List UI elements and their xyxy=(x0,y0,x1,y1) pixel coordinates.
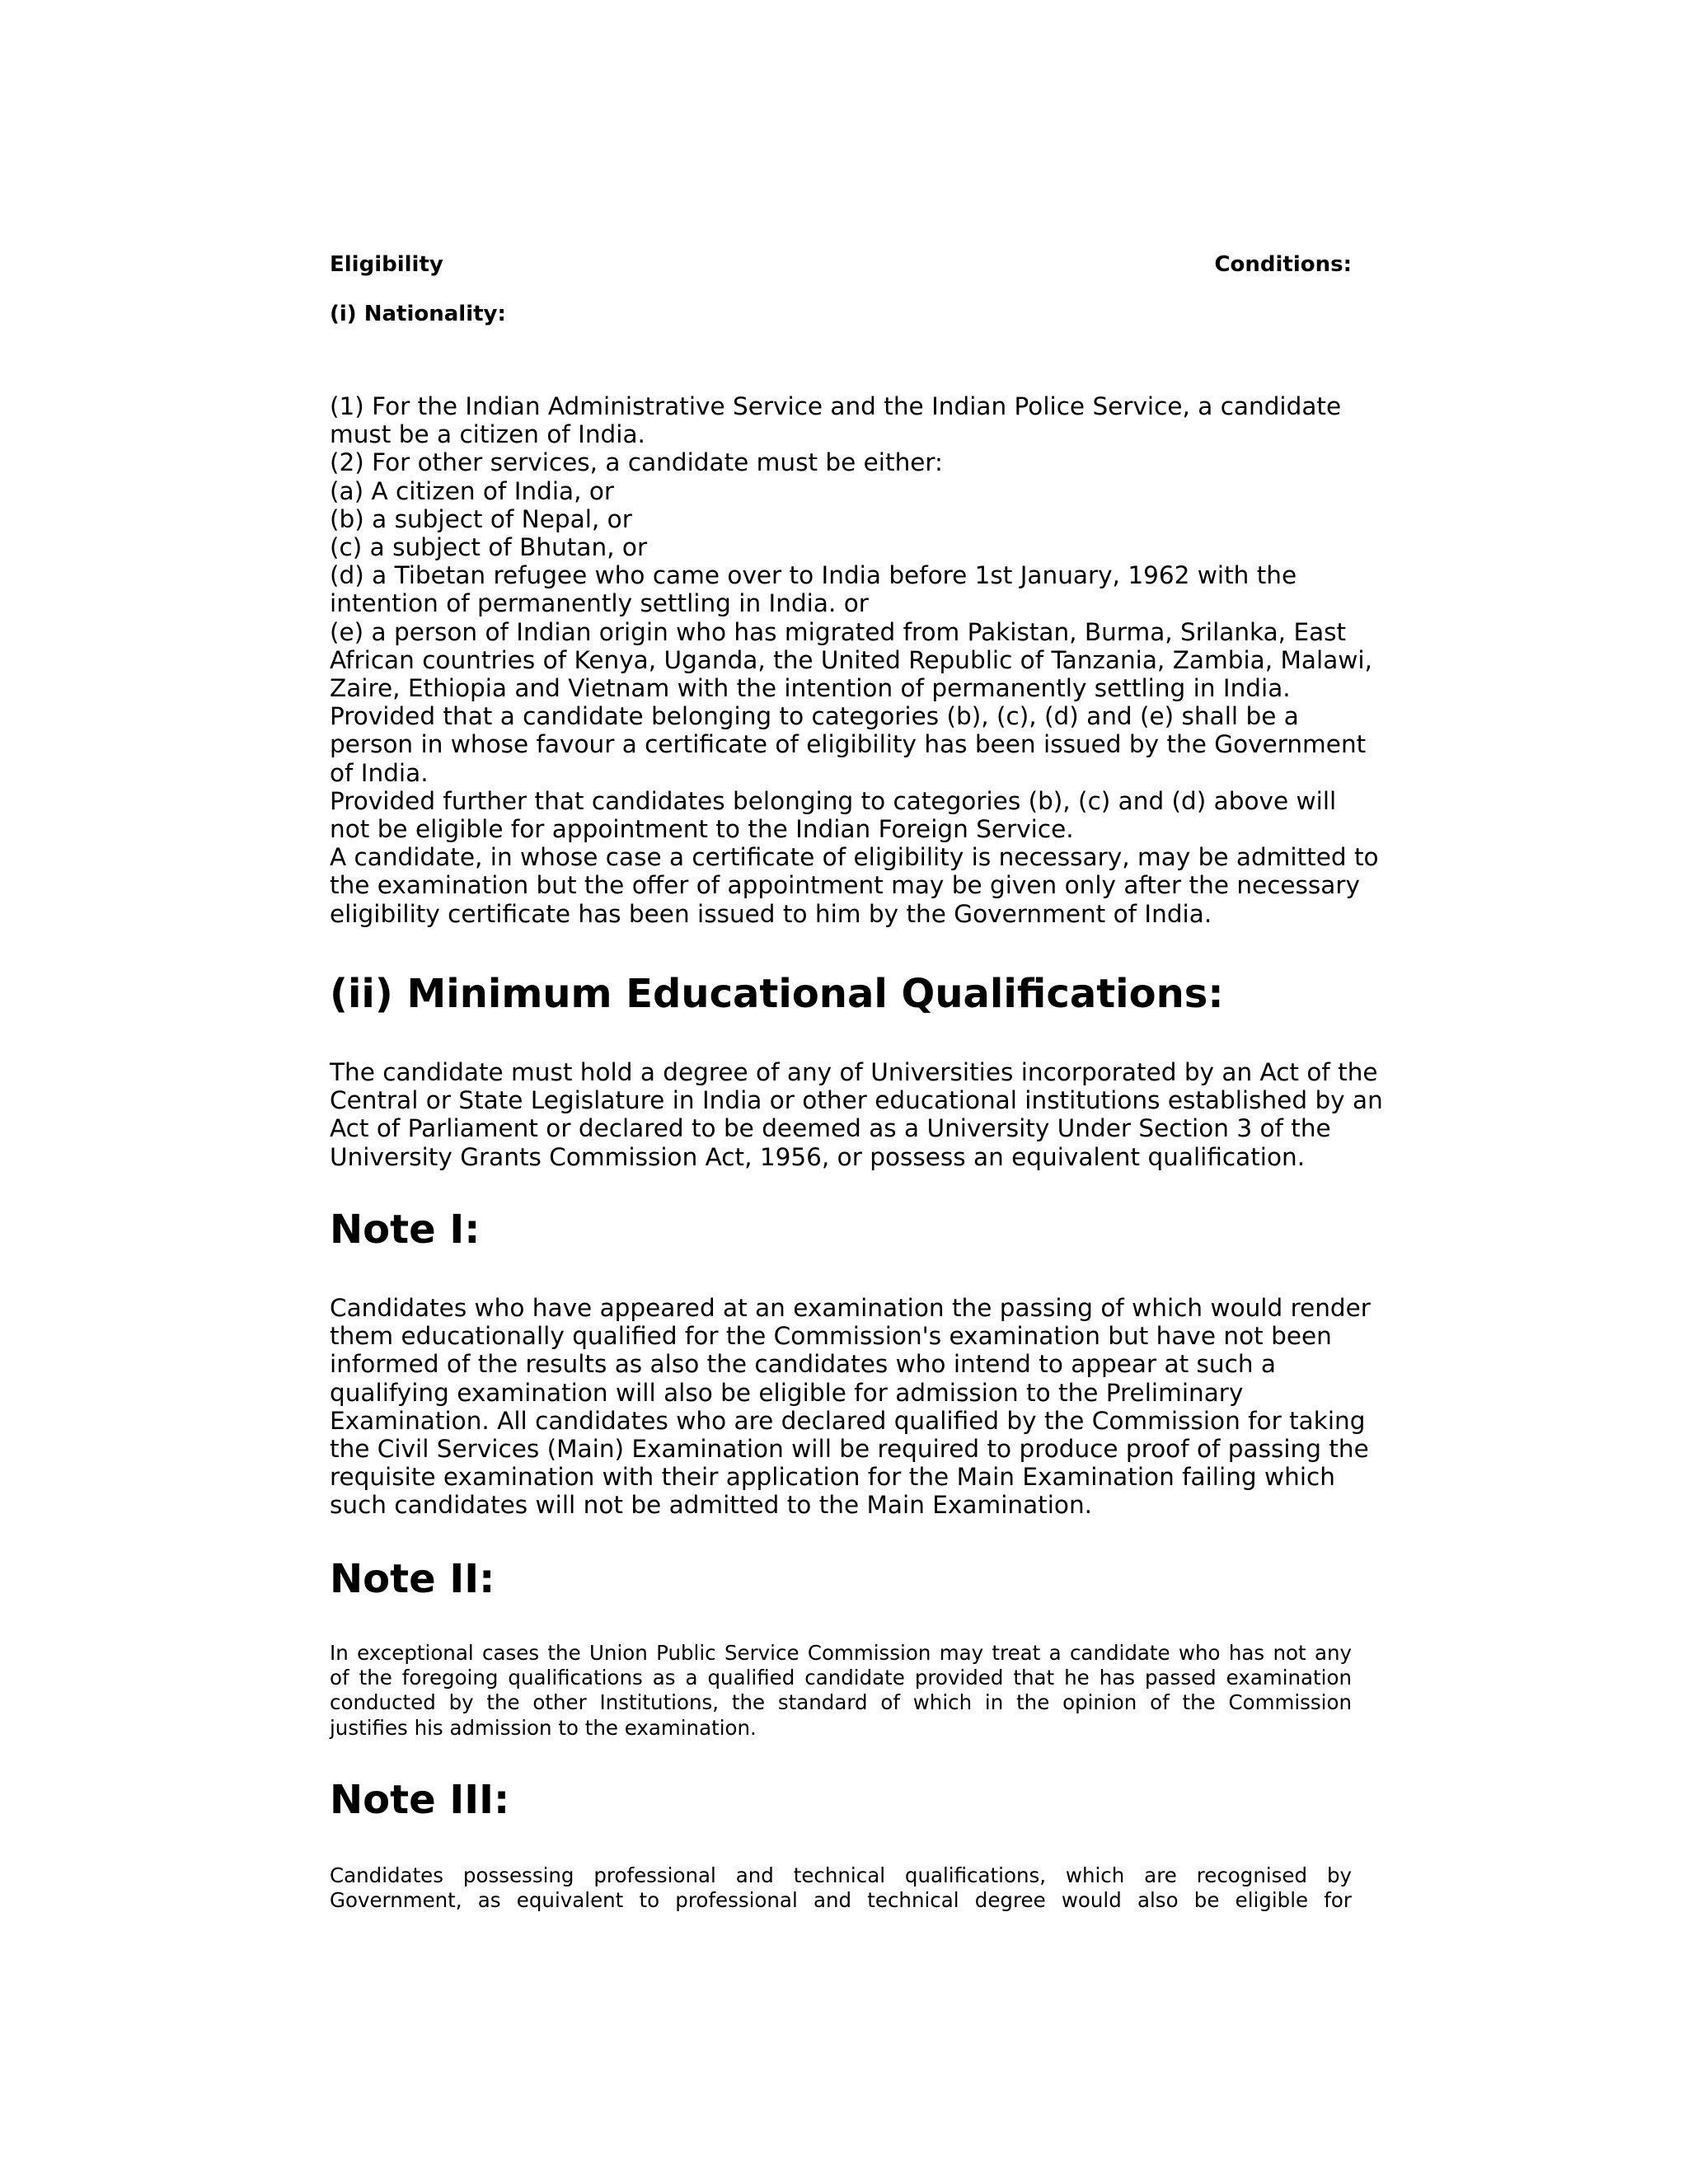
text-line: requisite examination with their application for the Main Examination failing which xyxy=(330,1463,1335,1492)
text-line: Government, as equivalent to professional and technical degree would also be eligible for xyxy=(330,1888,1352,1913)
text-line: (2) For other services, a candidate must be either: xyxy=(330,448,943,477)
text-line: Candidates who have appeared at an examination the passing of which would render xyxy=(330,1294,1371,1322)
note1-paragraph xyxy=(330,1294,1371,1520)
text-line: Central or State Legislature in India or other educational institutions established by an xyxy=(330,1086,1383,1115)
text-line: not be eligible for appointment to the Indian Foreign Service. xyxy=(330,815,1074,844)
nationality-heading: (i) Nationality: xyxy=(330,302,506,326)
text-line: justifies his admission to the examination. xyxy=(330,1715,757,1740)
text-line: The candidate must hold a degree of any of Universities incorporated by an Act of the xyxy=(330,1058,1378,1086)
text-line: them educationally qualified for the Commission's examination but have not been xyxy=(330,1322,1332,1351)
header-right: Conditions: xyxy=(1214,252,1352,277)
text-line: Act of Parliament or declared to be deemed as a University Under Section 3 of the xyxy=(330,1114,1331,1143)
text-line: A candidate, in whose case a certificate of eligibility is necessary, may be admitted to xyxy=(330,843,1379,872)
text-line: informed of the results as also the candidates who intend to appear at such a xyxy=(330,1350,1276,1379)
text-line: (e) a person of Indian origin who has migrated from Pakistan, Burma, Srilanka, East xyxy=(330,617,1347,646)
text-line: Provided that a candidate belonging to categories (b), (c), (d) and (e) shall be a xyxy=(330,702,1299,731)
text-line: conducted by the other Institutions, the standard of which in the opinion of the Commission xyxy=(330,1690,1352,1715)
text-line: (b) a subject of Nepal, or xyxy=(330,504,632,533)
text-line: intention of permanently settling in India. or xyxy=(330,589,869,618)
text-line: University Grants Commission Act, 1956, or possess an equivalent qualification. xyxy=(330,1142,1306,1171)
note2-paragraph xyxy=(330,1641,1352,1741)
text-line: eligibility certificate has been issued to him by the Government of India. xyxy=(330,899,1212,928)
note1-heading: Note I: xyxy=(330,1207,481,1253)
text-line: In exceptional cases the Union Public Service Commission may treat a candidate who has not any xyxy=(330,1641,1352,1665)
text-line: person in whose favour a certificate of eligibility has been issued by the Government xyxy=(330,730,1367,759)
text-line: Zaire, Ethiopia and Vietnam with the intention of permanently settling in India. xyxy=(330,674,1291,703)
text-line: Examination. All candidates who are declared qualified by the Commission for taking xyxy=(330,1406,1366,1435)
text-line: (c) a subject of Bhutan, or xyxy=(330,533,648,562)
note2-heading: Note II: xyxy=(330,1556,495,1602)
text-line: of India. xyxy=(330,758,429,787)
text-line: of the foregoing qualifications as a qualified candidate provided that he has passed examination xyxy=(330,1666,1352,1690)
education-paragraph xyxy=(330,1058,1383,1171)
text-line: (a) A citizen of India, or xyxy=(330,476,615,505)
header-left: Eligibility xyxy=(330,252,443,277)
text-line: such candidates will not be admitted to the Main Examination. xyxy=(330,1491,1093,1520)
text-line: African countries of Kenya, Uganda, the United Republic of Tanzania, Zambia, Malawi, xyxy=(330,645,1372,674)
text-line: qualifying examination will also be eligible for admission to the Preliminary xyxy=(330,1378,1244,1407)
note3-heading: Note III: xyxy=(330,1777,510,1823)
text-line: must be a citizen of India. xyxy=(330,420,645,449)
nationality-paragraph xyxy=(330,392,1379,928)
text-line: Provided further that candidates belonging to categories (b), (c) and (d) above will xyxy=(330,786,1337,815)
text-line: (1) For the Indian Administrative Service and the Indian Police Service, a candidate xyxy=(330,392,1342,420)
text-line: (d) a Tibetan refugee who came over to India before 1st January, 1962 with the xyxy=(330,561,1297,590)
text-line: the Civil Services (Main) Examination will be required to produce proof of passing the xyxy=(330,1435,1369,1464)
text-line: the examination but the offer of appointment may be given only after the necessary xyxy=(330,871,1360,900)
text-line: Candidates possessing professional and technical qualifications, which are recognised by xyxy=(330,1863,1352,1887)
education-heading: (ii) Minimum Educational Qualifications: xyxy=(330,971,1224,1017)
note3-paragraph xyxy=(330,1863,1352,1913)
